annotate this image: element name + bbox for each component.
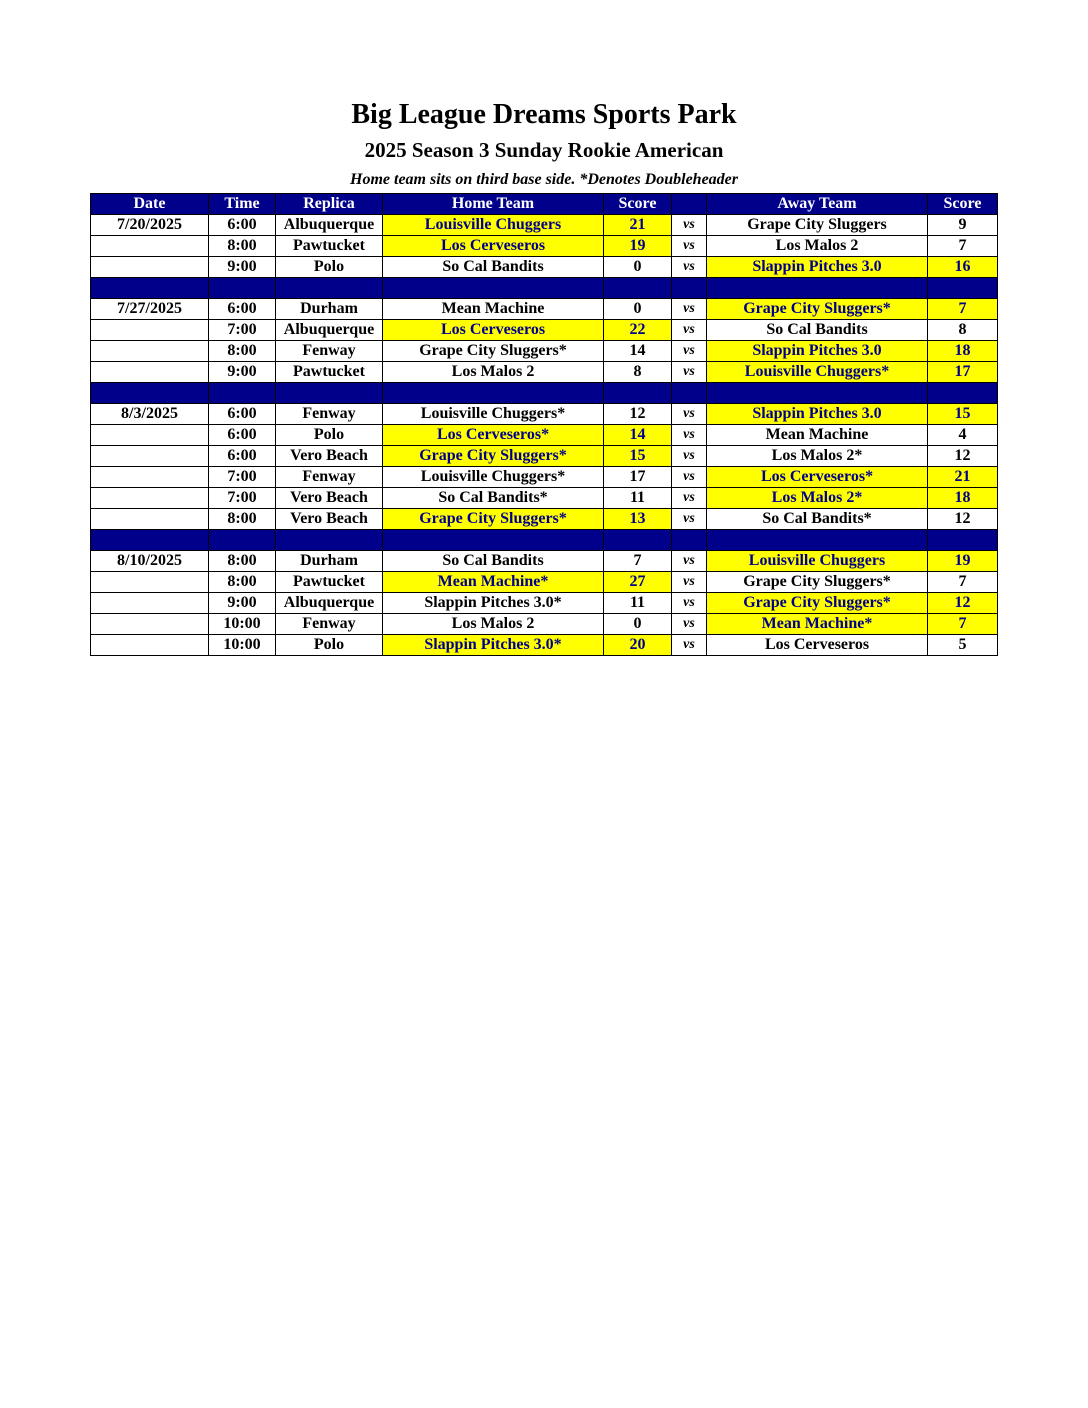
home-score: 14	[604, 341, 672, 362]
game-date	[91, 257, 209, 278]
game-date	[91, 509, 209, 530]
separator-cell	[91, 278, 209, 299]
away-score: 9	[928, 215, 998, 236]
game-replica: Albuquerque	[276, 320, 383, 341]
separator-cell	[209, 278, 276, 299]
game-replica: Fenway	[276, 614, 383, 635]
col-header-home-score: Score	[604, 194, 672, 215]
separator-cell	[383, 383, 604, 404]
game-date	[91, 362, 209, 383]
away-team: Slappin Pitches 3.0	[707, 341, 928, 362]
game-time: 9:00	[209, 362, 276, 383]
separator-cell	[91, 383, 209, 404]
schedule-body	[91, 215, 998, 656]
separator-cell	[276, 530, 383, 551]
home-team: Louisville Chuggers*	[383, 467, 604, 488]
separator-cell	[928, 278, 998, 299]
separator-cell	[276, 278, 383, 299]
home-score: 11	[604, 488, 672, 509]
home-team: Grape City Sluggers*	[383, 446, 604, 467]
away-team: Grape City Sluggers	[707, 215, 928, 236]
separator-cell	[276, 383, 383, 404]
table-row	[91, 404, 998, 425]
away-team: Grape City Sluggers*	[707, 299, 928, 320]
game-date	[91, 425, 209, 446]
game-time: 8:00	[209, 236, 276, 257]
separator-cell	[672, 278, 707, 299]
schedule-note: Home team sits on third base side. *Denotes Doubleheader	[350, 171, 738, 188]
away-team: Los Cerveseros*	[707, 467, 928, 488]
separator-cell	[209, 530, 276, 551]
home-score: 15	[604, 446, 672, 467]
table-row	[91, 551, 998, 572]
table-row	[91, 257, 998, 278]
away-score: 5	[928, 635, 998, 656]
home-score: 8	[604, 362, 672, 383]
game-replica: Fenway	[276, 341, 383, 362]
home-team: Mean Machine*	[383, 572, 604, 593]
separator-cell	[604, 278, 672, 299]
game-replica: Polo	[276, 257, 383, 278]
game-replica: Vero Beach	[276, 509, 383, 530]
game-time: 8:00	[209, 341, 276, 362]
home-team: Mean Machine	[383, 299, 604, 320]
away-team: Slappin Pitches 3.0	[707, 404, 928, 425]
home-score: 11	[604, 593, 672, 614]
separator-cell	[672, 530, 707, 551]
game-time: 6:00	[209, 425, 276, 446]
game-time: 9:00	[209, 593, 276, 614]
vs-label: vs	[672, 320, 707, 341]
vs-label: vs	[672, 425, 707, 446]
page-subtitle: 2025 Season 3 Sunday Rookie American	[364, 138, 724, 162]
game-time: 8:00	[209, 551, 276, 572]
game-replica: Pawtucket	[276, 236, 383, 257]
vs-label: vs	[672, 362, 707, 383]
separator-cell	[91, 530, 209, 551]
away-score: 17	[928, 362, 998, 383]
vs-label: vs	[672, 341, 707, 362]
game-date	[91, 614, 209, 635]
away-score: 7	[928, 236, 998, 257]
vs-label: vs	[672, 551, 707, 572]
home-score: 27	[604, 572, 672, 593]
away-score: 12	[928, 593, 998, 614]
game-replica: Polo	[276, 635, 383, 656]
away-score: 16	[928, 257, 998, 278]
table-row	[91, 572, 998, 593]
game-date	[91, 635, 209, 656]
week-separator	[91, 530, 998, 551]
vs-label: vs	[672, 215, 707, 236]
game-replica: Pawtucket	[276, 362, 383, 383]
home-team: Los Cerveseros	[383, 236, 604, 257]
col-header-replica: Replica	[276, 194, 383, 215]
away-score: 7	[928, 299, 998, 320]
table-row	[91, 341, 998, 362]
table-row	[91, 215, 998, 236]
separator-cell	[707, 278, 928, 299]
table-row	[91, 446, 998, 467]
away-score: 15	[928, 404, 998, 425]
away-score: 4	[928, 425, 998, 446]
table-row	[91, 593, 998, 614]
col-header-away-team: Away Team	[707, 194, 928, 215]
col-header-vs	[672, 194, 707, 215]
separator-cell	[604, 383, 672, 404]
home-team: Los Cerveseros	[383, 320, 604, 341]
away-score: 18	[928, 488, 998, 509]
separator-cell	[672, 383, 707, 404]
home-score: 12	[604, 404, 672, 425]
away-score: 21	[928, 467, 998, 488]
table-row	[91, 509, 998, 530]
game-date	[91, 467, 209, 488]
table-row	[91, 614, 998, 635]
vs-label: vs	[672, 509, 707, 530]
table-row	[91, 362, 998, 383]
home-team: Grape City Sluggers*	[383, 341, 604, 362]
vs-label: vs	[672, 635, 707, 656]
home-score: 13	[604, 509, 672, 530]
game-time: 6:00	[209, 446, 276, 467]
away-score: 12	[928, 509, 998, 530]
home-team: Louisville Chuggers*	[383, 404, 604, 425]
home-score: 14	[604, 425, 672, 446]
home-team: So Cal Bandits	[383, 551, 604, 572]
away-score: 8	[928, 320, 998, 341]
game-replica: Pawtucket	[276, 572, 383, 593]
table-row	[91, 320, 998, 341]
home-score: 7	[604, 551, 672, 572]
vs-label: vs	[672, 236, 707, 257]
game-time: 10:00	[209, 614, 276, 635]
separator-cell	[928, 383, 998, 404]
header-row	[91, 194, 998, 215]
away-team: Los Malos 2*	[707, 488, 928, 509]
game-date: 7/20/2025	[91, 215, 209, 236]
game-replica: Albuquerque	[276, 215, 383, 236]
home-score: 0	[604, 299, 672, 320]
vs-label: vs	[672, 446, 707, 467]
away-team: Los Malos 2*	[707, 446, 928, 467]
week-separator	[91, 383, 998, 404]
table-row	[91, 299, 998, 320]
vs-label: vs	[672, 614, 707, 635]
vs-label: vs	[672, 299, 707, 320]
home-team: Los Malos 2	[383, 362, 604, 383]
game-replica: Polo	[276, 425, 383, 446]
col-header-home-team: Home Team	[383, 194, 604, 215]
col-header-date: Date	[91, 194, 209, 215]
home-team: So Cal Bandits	[383, 257, 604, 278]
away-score: 7	[928, 614, 998, 635]
away-score: 12	[928, 446, 998, 467]
game-date	[91, 446, 209, 467]
away-team: Louisville Chuggers	[707, 551, 928, 572]
game-replica: Fenway	[276, 404, 383, 425]
away-team: So Cal Bandits*	[707, 509, 928, 530]
game-replica: Durham	[276, 299, 383, 320]
vs-label: vs	[672, 467, 707, 488]
home-team: Slappin Pitches 3.0*	[383, 593, 604, 614]
game-date: 8/3/2025	[91, 404, 209, 425]
away-team: Mean Machine*	[707, 614, 928, 635]
game-time: 7:00	[209, 320, 276, 341]
table-row	[91, 635, 998, 656]
game-time: 6:00	[209, 215, 276, 236]
game-date	[91, 572, 209, 593]
game-time: 8:00	[209, 509, 276, 530]
schedule-header	[91, 194, 998, 215]
away-score: 18	[928, 341, 998, 362]
game-replica: Fenway	[276, 467, 383, 488]
game-replica: Vero Beach	[276, 488, 383, 509]
game-time: 6:00	[209, 404, 276, 425]
game-date	[91, 488, 209, 509]
game-replica: Vero Beach	[276, 446, 383, 467]
separator-cell	[604, 530, 672, 551]
table-row	[91, 467, 998, 488]
home-score: 21	[604, 215, 672, 236]
game-date	[91, 320, 209, 341]
schedule-table	[90, 193, 998, 656]
home-score: 0	[604, 614, 672, 635]
separator-cell	[928, 530, 998, 551]
away-team: Mean Machine	[707, 425, 928, 446]
home-score: 20	[604, 635, 672, 656]
away-team: Grape City Sluggers*	[707, 593, 928, 614]
home-score: 17	[604, 467, 672, 488]
vs-label: vs	[672, 257, 707, 278]
week-separator	[91, 278, 998, 299]
separator-cell	[383, 278, 604, 299]
table-row	[91, 425, 998, 446]
game-time: 10:00	[209, 635, 276, 656]
vs-label: vs	[672, 572, 707, 593]
separator-cell	[707, 383, 928, 404]
game-replica: Durham	[276, 551, 383, 572]
separator-cell	[383, 530, 604, 551]
away-team: Los Malos 2	[707, 236, 928, 257]
table-row	[91, 236, 998, 257]
game-date	[91, 341, 209, 362]
home-score: 22	[604, 320, 672, 341]
home-score: 0	[604, 257, 672, 278]
page-title: Big League Dreams Sports Park	[351, 99, 737, 130]
away-score: 19	[928, 551, 998, 572]
separator-cell	[209, 383, 276, 404]
vs-label: vs	[672, 404, 707, 425]
home-score: 19	[604, 236, 672, 257]
home-team: Slappin Pitches 3.0*	[383, 635, 604, 656]
game-time: 9:00	[209, 257, 276, 278]
game-time: 6:00	[209, 299, 276, 320]
game-time: 7:00	[209, 467, 276, 488]
away-score: 7	[928, 572, 998, 593]
table-row	[91, 488, 998, 509]
game-time: 8:00	[209, 572, 276, 593]
col-header-away-score: Score	[928, 194, 998, 215]
game-date	[91, 593, 209, 614]
home-team: So Cal Bandits*	[383, 488, 604, 509]
game-replica: Albuquerque	[276, 593, 383, 614]
home-team: Louisville Chuggers	[383, 215, 604, 236]
separator-cell	[707, 530, 928, 551]
home-team: Grape City Sluggers*	[383, 509, 604, 530]
game-date: 7/27/2025	[91, 299, 209, 320]
home-team: Los Malos 2	[383, 614, 604, 635]
away-team: So Cal Bandits	[707, 320, 928, 341]
away-team: Slappin Pitches 3.0	[707, 257, 928, 278]
game-date	[91, 236, 209, 257]
vs-label: vs	[672, 593, 707, 614]
vs-label: vs	[672, 488, 707, 509]
away-team: Grape City Sluggers*	[707, 572, 928, 593]
away-team: Louisville Chuggers*	[707, 362, 928, 383]
home-team: Los Cerveseros*	[383, 425, 604, 446]
away-team: Los Cerveseros	[707, 635, 928, 656]
game-date: 8/10/2025	[91, 551, 209, 572]
game-time: 7:00	[209, 488, 276, 509]
col-header-time: Time	[209, 194, 276, 215]
